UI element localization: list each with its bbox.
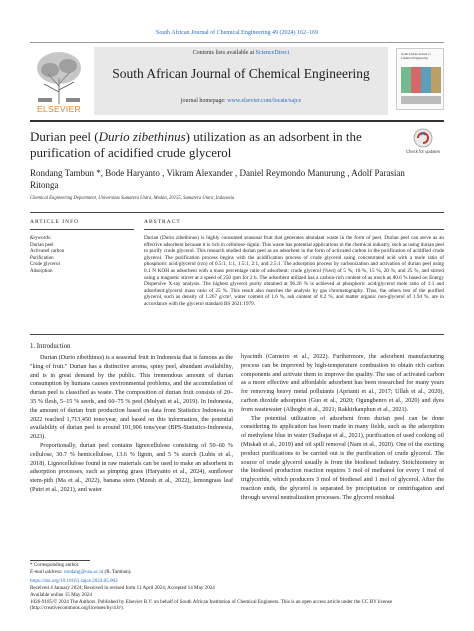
keyword-item: Adsorption [30, 268, 53, 274]
abstract-heading: ABSTRACT [144, 219, 181, 225]
publisher-name: ELSEVIER [37, 104, 81, 114]
paragraph: Proportionally, durian peel contains lignocellulose consisting of 50–60 % cellulose, 30.7 % hemicellulose, 13.6 % lignin, and 5 % starch (Lubis et al., 2018). Lignocellulose found in raw materials can be used to make an adsorbent in adsorption processes, such as pimping grass (Haryanto et al., 2024), sunflower stem-pith (Ma et al., 2022), banana stem (Mzeah et al., 2022), lemongrass leaf (Putri et al., 2021), and water [30, 442, 233, 493]
rule-above-info [30, 212, 444, 213]
corresponding-author-note: * Corresponding author. [30, 562, 80, 568]
cover-title: South African Journal of Chemical Engineering [401, 52, 431, 60]
check-updates-label: Check for updates [406, 149, 440, 154]
keyword-item: Activated carbon [30, 249, 65, 255]
available-online: Available online 15 May 2024 [30, 591, 92, 598]
journal-cover-thumbnail[interactable] [396, 48, 444, 110]
abstract-text: Durian (Durio zibethinus) is highly consumed seasonal fruit that generates abundant waste in the form of peel. Durian peel can serve as an effective adsorbent because it is rich in cellulose–lignin. This waste has potential applications in the chemical industry, such as using durian peel to purify crude glycerol. This research studied durian peel as an adsorbent in the form of activated carbon in the purification of acidified crude glycerol. The purification process begins with the acidification process of crude glycerol using concentrated acid with a mole ratio of phosphoric acid/glycerol (n/n) of 0.5:1, 1:1, 1.5:1, 2:1, and 2.5:1. The adsorption process by carbonization and activation of durian peel using 0.1 N KOH as adsorbent with a mass percentage ratio of adsorbent: crude glycerol (%wt) of 5 %, 10 %, 15 %, 20 %, and 25 %, and stirred using a magnetic stirrer at a speed of 250 rpm for 2 h. The adsorbent utilized has a carbon-rich content of as much as 80.6 % based on Energy Dispersive X-ray analysis. The highest glycerol purity obtained at 96.26 % is achieved at phosphoric acid/glycerol mole ratio of 1:1 and adsorbent:glycerol mass ratio of 25 %. This result also matches the analysis by gas chromatography. Thus, the others test of the purified glycerol, such as density of 1.267 g/cm³, water content of 1.6 %, ash content of 0.2 %, and matter organic non-glycerol of 1.94 %, are in accordance with the glycerol standard BS 2621:1979. [144, 235, 444, 307]
title-part-2: ) utilization as an adsorbent in the purification of acidified crude glycerol [30, 129, 362, 160]
cover-band [401, 96, 441, 104]
journal-reference[interactable]: South African Journal of Chemical Engineering 49 (2024) 162–169 [156, 30, 318, 36]
elsevier-tree-logo [30, 48, 88, 106]
license-text: 1026-9185/© 2024 The Authors. Published by Elsevier B.V. on behalf of South African Institution of Chemical Engineers. This is an open access article under the CC BY license (http://creativecommons.org/licenses/by/4.0/). [30, 598, 393, 612]
contents-line [94, 50, 388, 56]
rule-under-abstract-head [144, 229, 444, 230]
footnotes [30, 562, 444, 612]
header-bottom-rule [30, 120, 444, 122]
email-owner: (R. Tambun). [103, 568, 132, 575]
doi-link[interactable]: https://doi.org/10.1016/j.sajce.2024.05.002 [30, 578, 118, 585]
sciencedirect-link[interactable]: ScienceDirect [255, 50, 290, 56]
title-part-1: Durian peel ( [30, 129, 99, 144]
rule-under-info-head [30, 229, 134, 230]
keyword-item: Crude glycerol [30, 262, 60, 268]
email-link[interactable]: rondang@usu.ac.id [63, 568, 104, 575]
rule-below-abstract [30, 334, 444, 335]
paper-title [30, 129, 390, 161]
paragraph: The potential utilization of adsorbent from durian peel can be done considering its application has been made in many fields, such as the adsorption of methylene blue in water (Sudrajat et al., 2021), purification of used cooking oil (Miskah et al., 2019) and oil spill removal (Nam et al., 2020). One of the exciting product purifications to be carried out is the purification of crude glycerol. The source of crude glycerol usually is from the biodiesel industry. Stoichiometry in the biodiesel production reaction requires 3 mol of methanol for every 1 mol of triglyceride, which producers 3 mol of biodiesel and 1 mol of glycerol. After the reaction ends, the glycerol is separated by precipitation or centrifugation and through several neutralization processes. The glycerol residual [241, 415, 444, 501]
author-list: Rondang Tambun *, Bode Haryanto , Vikram Alexander , Daniel Reymondo Manurung , Adolf Parasian Ritonga [30, 168, 405, 190]
journal-title: South African Journal of Chemical Engineering [112, 66, 370, 81]
title-italic: Durio zibethinus [98, 129, 186, 144]
homepage-link[interactable]: www.elsevier.com/locate/sajce [227, 98, 302, 104]
received-dates: Received 4 January 2024; Received in revised form 11 April 2024; Accepted 14 May 2024 [30, 585, 215, 592]
paragraph: hyacinth (Carneiro et al., 2022). Furthermore, the adsorbent manufacturing process can be improved by high-temperature combustion to obtain rich carbon components and activate them to improve the quality. The use of activated carbon as a more effective and affordable adsorbent has been researched for many years for removing heavy metal pollutants (Aprianti et al., 2017; Ullah et al., 2020), carbon dioxide adsorption (Guo et al., 2020; Ogungbenro et al., 2020) and dyes from wastewater (Alhogbi et al., 2021; Rakkirkanphun et al., 2021). [241, 354, 444, 413]
email-label: E-mail address: [30, 568, 64, 575]
keyword-item: Durian peel [30, 242, 54, 248]
introduction-heading: 1. Introduction [30, 343, 71, 350]
keywords-heading: Keywords: [30, 236, 52, 241]
keyword-item: Purification [30, 255, 54, 261]
email-line [30, 569, 444, 576]
keywords-block [30, 236, 134, 276]
affiliation: Chemical Engineering Department, Universitas Sumatera Utara, Medan, 20155, Sumatera Utara, Indonesia [30, 196, 235, 201]
homepage-line [94, 98, 388, 104]
cover-image [401, 67, 441, 93]
footnote-rule [30, 560, 90, 561]
check-for-updates-icon[interactable] [404, 126, 442, 160]
homepage-prefix: journal homepage: [180, 98, 228, 104]
header-rule [30, 42, 444, 43]
paragraph: Durian (Durio zibethinus) is a seasonal fruit in Indonesia that is famous as the "king of fruit." Durian has a distinctive aroma, spiny peel, abundant availability, and is in great demand by the public. This tremendous amount of durian consumption by humans causes environmental problems, and the accumulation of durian peel is classified as waste. The composition of durian fruit consists of 20–35 % flesh, 5–15 % seeds, and 60–75 % peel (Mulyati et al., 2019). In Indonesia, the amount of durian fruit production based on data from Statistics Indonesia in 2022 reached 1,713,450 tons/year, and based on this information, the potential availability of durian peel is around 191,906 tons/year (BPS-Statistics-Indonesia, 2023). [30, 355, 233, 441]
contents-prefix: Contents lists available at [192, 50, 256, 56]
article-info-heading: ARTICLE INFO [30, 219, 80, 225]
body-right-column [241, 353, 444, 503]
body-left-column [30, 354, 233, 495]
